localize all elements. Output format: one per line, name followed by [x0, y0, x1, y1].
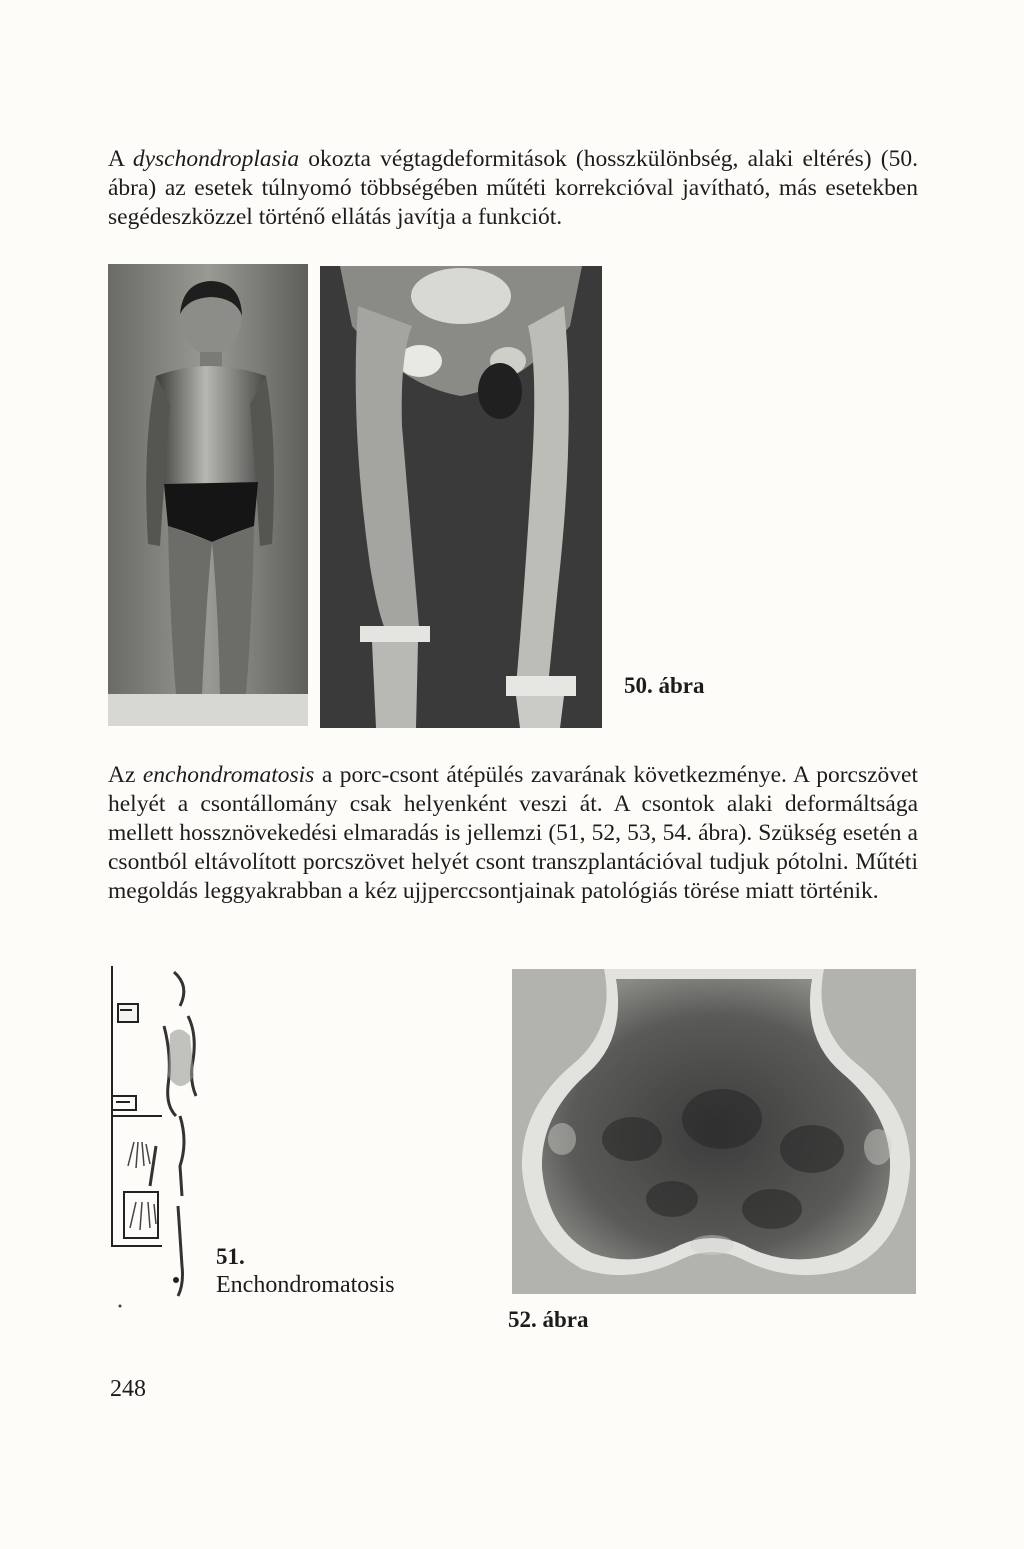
figure-52-caption: 52. ábra — [508, 1307, 589, 1332]
paragraph-enchondromatosis — [108, 761, 918, 906]
figure-50-xray-legs — [320, 266, 602, 728]
figure-50-patient-photo — [108, 264, 308, 726]
figure-50-caption: 50. ábra — [624, 673, 705, 698]
term-dyschondroplasia: dyschondroplasia — [132, 146, 300, 172]
paragraph-dyschondroplasia — [108, 145, 918, 232]
paragraph-text: okozta végtagdeformitások (hosszkülönbség, alaki eltérés) (50. ábra) az esetek túlnyomó többségében műtéti korrekcióval javítható, más esetekben segédeszközzel történő ellátás javítja a funkciót. — [108, 146, 918, 230]
figure-51-skeleton-diagram — [110, 966, 210, 1316]
paragraph-text: Az — [108, 762, 143, 788]
figure-51-label: Enchondromatosis — [216, 1272, 395, 1298]
term-enchondromatosis: enchondromatosis — [142, 762, 315, 788]
page-number: 248 — [110, 1376, 146, 1402]
paragraph-text: a porc-csont átépülés zavarának következménye. A porcszövet helyét a csontállomány csak helyenként veszi át. A csontok alaki deformáltsága mellett hossznövekedési elmaradás is jellemzi (51, 52, 53, 54. ábra). Szükség esetén a csontból eltávolított porcszövet helyét csont transzplantációval tudjuk pótolni. Műtéti megoldás leggyakrabban a kéz ujjperccsontjainak patológiás törése miatt történik. — [108, 762, 918, 904]
figure-51-number: 51. — [216, 1244, 245, 1269]
figure-52-radiograph — [512, 969, 916, 1294]
paragraph-text: A — [108, 146, 133, 172]
